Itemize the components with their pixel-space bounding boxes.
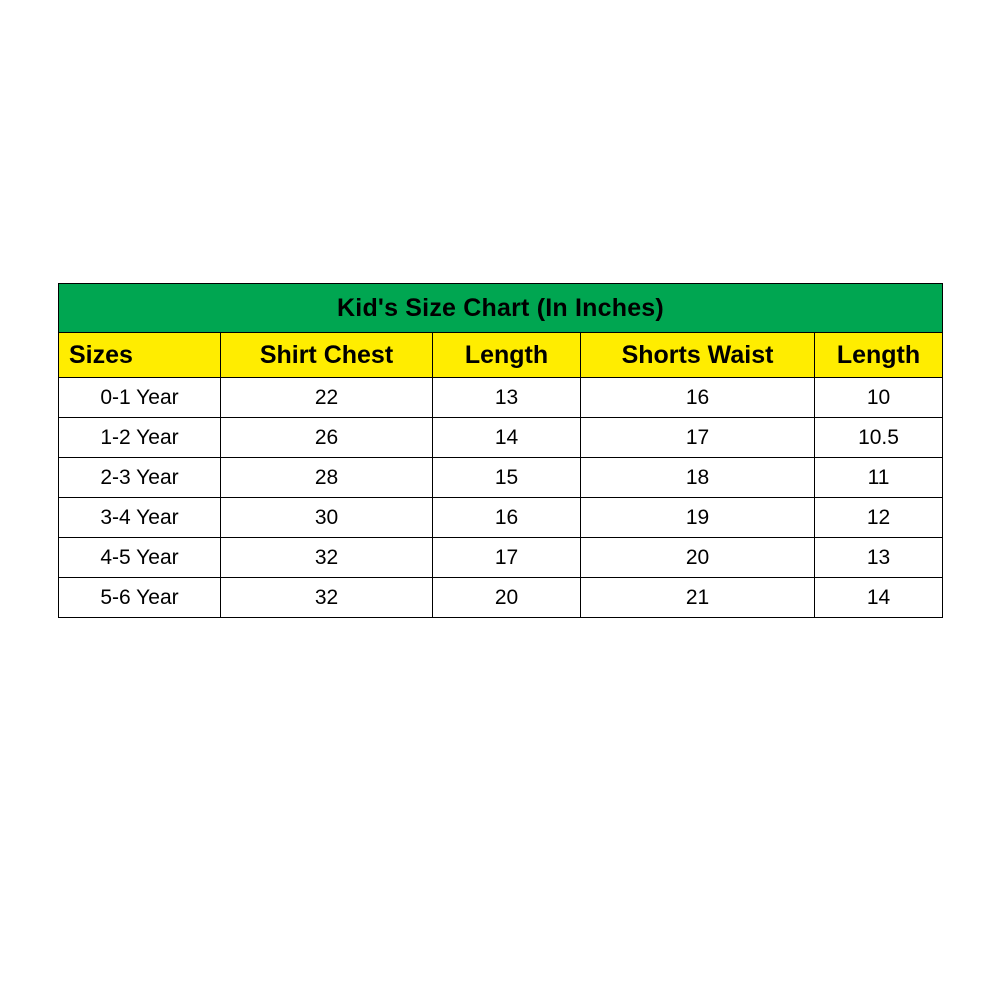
table-row xyxy=(59,578,943,618)
cell-shorts-length: 10.5 xyxy=(815,418,943,458)
cell-shirt-chest: 32 xyxy=(221,578,433,618)
table-header-row xyxy=(59,333,943,378)
cell-shirt-chest: 26 xyxy=(221,418,433,458)
cell-size: 5-6 Year xyxy=(59,578,221,618)
column-header-shorts-waist: Shorts Waist xyxy=(581,333,815,378)
cell-shorts-waist: 17 xyxy=(581,418,815,458)
column-header-shorts-length: Length xyxy=(815,333,943,378)
table-row xyxy=(59,498,943,538)
cell-shorts-waist: 19 xyxy=(581,498,815,538)
table-row xyxy=(59,378,943,418)
cell-shorts-waist: 21 xyxy=(581,578,815,618)
cell-shirt-chest: 30 xyxy=(221,498,433,538)
cell-shirt-length: 17 xyxy=(433,538,581,578)
cell-shorts-length: 10 xyxy=(815,378,943,418)
cell-shirt-length: 16 xyxy=(433,498,581,538)
cell-shorts-length: 13 xyxy=(815,538,943,578)
cell-shorts-waist: 20 xyxy=(581,538,815,578)
cell-shirt-length: 20 xyxy=(433,578,581,618)
cell-shirt-chest: 32 xyxy=(221,538,433,578)
cell-shirt-length: 15 xyxy=(433,458,581,498)
cell-shirt-chest: 28 xyxy=(221,458,433,498)
column-header-shirt-length: Length xyxy=(433,333,581,378)
column-header-shirt-chest: Shirt Chest xyxy=(221,333,433,378)
chart-title: Kid's Size Chart (In Inches) xyxy=(59,284,943,333)
size-chart-container xyxy=(58,283,942,618)
cell-size: 1-2 Year xyxy=(59,418,221,458)
column-header-sizes: Sizes xyxy=(59,333,221,378)
cell-shorts-length: 11 xyxy=(815,458,943,498)
cell-size: 2-3 Year xyxy=(59,458,221,498)
cell-size: 3-4 Year xyxy=(59,498,221,538)
cell-shirt-length: 13 xyxy=(433,378,581,418)
table-row xyxy=(59,458,943,498)
table-row xyxy=(59,418,943,458)
cell-shorts-waist: 16 xyxy=(581,378,815,418)
cell-size: 0-1 Year xyxy=(59,378,221,418)
cell-shirt-chest: 22 xyxy=(221,378,433,418)
cell-shirt-length: 14 xyxy=(433,418,581,458)
cell-shorts-length: 14 xyxy=(815,578,943,618)
size-chart-table xyxy=(58,283,943,618)
cell-shorts-waist: 18 xyxy=(581,458,815,498)
table-row xyxy=(59,538,943,578)
cell-size: 4-5 Year xyxy=(59,538,221,578)
cell-shorts-length: 12 xyxy=(815,498,943,538)
chart-title-row xyxy=(59,284,943,333)
